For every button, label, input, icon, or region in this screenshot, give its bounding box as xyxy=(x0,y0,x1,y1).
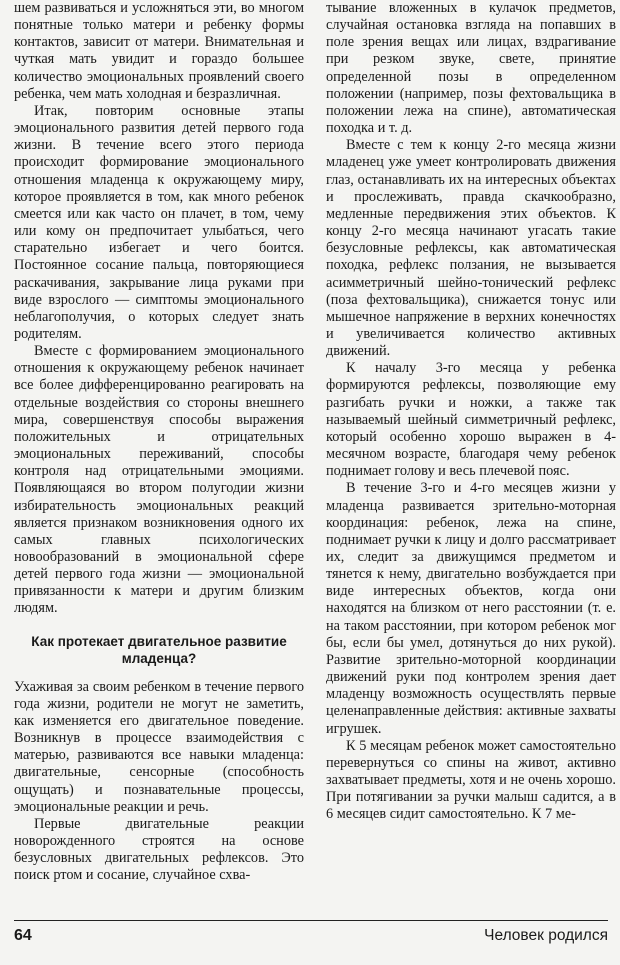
page-footer xyxy=(14,920,608,944)
right-column xyxy=(326,0,616,824)
paragraph: К началу 3-го месяца у ребенка формируются рефлексы, позволяющие ему разгибать ручки и ножки, а также так называемый шейный симметричный рефлекс, который особенно хорошо выражен в 4-месячном возрасте, благодаря чему ребенок поднимает голову и весь плечевой пояс. xyxy=(326,360,616,480)
paragraph: В течение 3-го и 4-го месяцев жизни у младенца развивается зрительно-моторная координация: ребенок, лежа на спине, поднимает ручки к лицу и долго рассматривает их, следит за движущимся предметом и тянется к нему, двигательно возбуждается при виде интересных объектов, когда они находятся на близком от него расстоянии (т. е. на таком расстоянии, при котором ребенок мог бы, если бы умел, дотянуться до них рукой). Развитие зрительно-моторной координации движений руки под контролем зрения дает младенцу возможность осуществлять первые целенаправленные действия: активные захваты игрушек. xyxy=(326,480,616,737)
section-heading: Как протекает двигательное развитие младенца? xyxy=(31,633,287,666)
left-column xyxy=(14,0,304,885)
page-number: 64 xyxy=(14,927,32,944)
paragraph: шем развиваться и усложняться эти, во многом понятные только матери и ребенку формы контактов, зависит от матери. Внимательная и чуткая мать увидит и гораздо большее количество эмоциональных проявлений своего ребенка, чем мать холодная и безразличная. xyxy=(14,0,304,102)
paragraph: тывание вложенных в кулачок предметов, случайная остановка взгляда на попавших в поле зрения вещах или лицах, вздрагивание при резком звуке, свете, принятие определенной позы в определенном положении (например, позы фехтовальщика в положении лежа на спине), автоматическая походка и т. д. xyxy=(326,0,616,137)
paragraph: Ухаживая за своим ребенком в течение первого года жизни, родители не могут не заметить, как изменяется его двигательное поведение. Возникнув в процессе взаимодействия с матерью, развиваются все навыки младенца: двигательные, сенсорные (способность ощущать) и познавательные процессы, эмоциональные реакции и речь. xyxy=(14,678,304,815)
paragraph: Вместе с формированием эмоционального отношения к окружающему ребенок начинает все более дифференцированно реагировать на отдельные воздействия со стороны внешнего мира, совершенствуя способы выражения положительных и отрицательных эмоциональных переживаний, способы контроля над отрицательными эмоциями. Появляющаяся во втором полугодии жизни избирательность эмоциональных реакций является признаком возникновения одного их самых главных психологических новообразований в эмоциональной сфере детей первого года жизни — эмоциональной привязанности к матери и другим близким людям. xyxy=(14,343,304,617)
paragraph: Итак, повторим основные этапы эмоционального развития детей первого года жизни. В течение всего этого периода происходит формирование эмоционального отношения младенца к окружающему миру, которое проявляется в том, как много ребенок смеется или как часто он плачет, в том, чему или кому он предпочитает улыбаться, чего старательно избегает и чего боится. Постоянное сосание пальца, повторяющиеся раскачивания, закрывание лица руками при виде взрослого — симптомы эмоционального неблагополучия, о которых следует знать родителям. xyxy=(14,102,304,342)
paragraph: Первые двигательные реакции новорожденного строятся на основе безусловных двигательных рефлексов. Это поиск ртом и сосание, случайное схва- xyxy=(14,815,304,884)
paragraph: К 5 месяцам ребенок может самостоятельно перевернуться со спины на живот, активно захватывает предметы, хотя и не очень хорошо. При потягивании за ручки малыш садится, а в 6 месяцев сидит самостоятельно. К 7 ме- xyxy=(326,737,616,823)
paragraph: Вместе с тем к концу 2-го месяца жизни младенец уже умеет контролировать движения глаз, останавливать их на интересных объектах и прослеживать, правда скачкообразно, медленные передвижения этих объектов. К концу 2-го месяца начинают угасать такие безусловные рефлексы, как автоматическая походка, рефлекс ползания, не вызывается асимметричный шейно-тонический рефлекс (поза фехтовальщика), снижается тонус или мышечное напряжение в верхних конечностях и увеличивается количество активных движений. xyxy=(326,137,616,360)
running-title: Человек родился xyxy=(484,927,608,944)
